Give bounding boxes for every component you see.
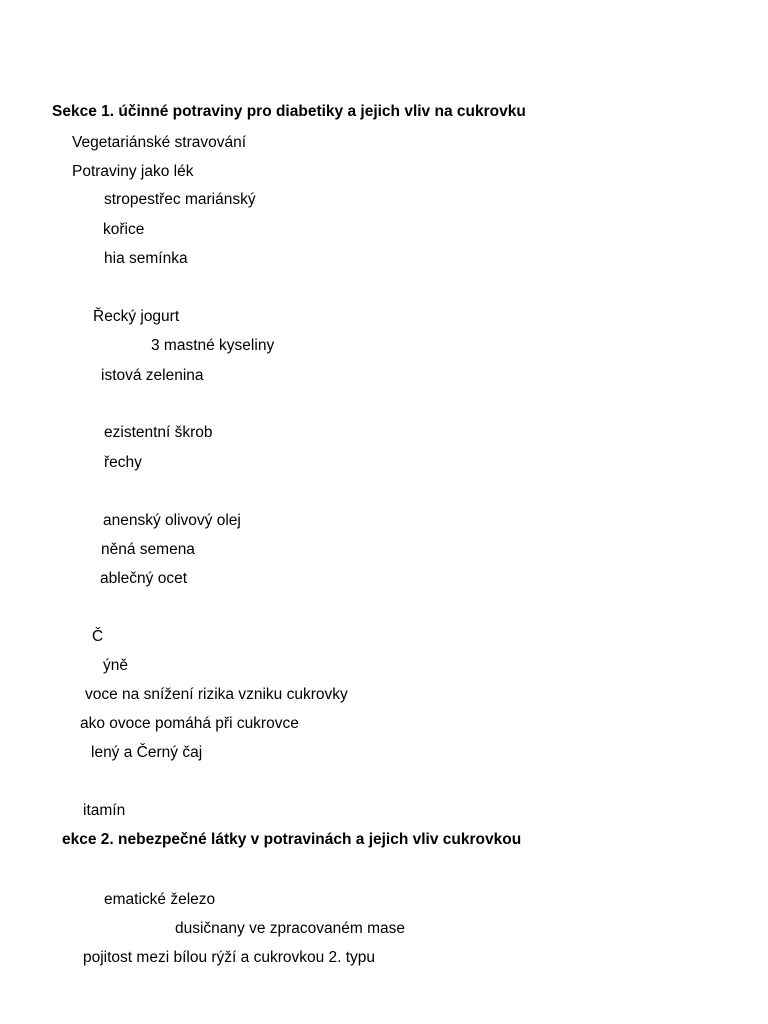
- list-item: hia semínka: [104, 250, 188, 267]
- section-1-heading: Sekce 1. účinné potraviny pro diabetiky a jejich vliv na cukrovku: [52, 103, 526, 120]
- list-item: anenský olivový olej: [103, 512, 241, 529]
- list-item: Potraviny jako lék: [72, 163, 194, 180]
- list-item: 3 mastné kyseliny: [151, 337, 275, 354]
- list-item: Řecký jogurt: [93, 308, 180, 325]
- list-item: voce na snížení rizika vzniku cukrovky: [85, 686, 348, 703]
- list-item: řechy: [104, 454, 142, 471]
- list-item: ýně: [103, 657, 128, 674]
- list-item: ezistentní škrob: [104, 424, 213, 441]
- list-item: istová zelenina: [101, 367, 204, 384]
- list-item: stropestřec mariánský: [104, 191, 256, 208]
- list-item: něná semena: [101, 541, 195, 558]
- list-item: ematické železo: [104, 891, 216, 908]
- list-item: Č: [92, 628, 104, 645]
- list-item: ablečný ocet: [100, 570, 188, 587]
- list-item: itamín: [83, 802, 126, 819]
- list-item: pojitost mezi bílou rýží a cukrovkou 2. typu: [83, 949, 376, 966]
- list-item: Vegetariánské stravování: [72, 134, 247, 151]
- list-item: kořice: [103, 221, 145, 238]
- list-item: lený a Černý čaj: [91, 744, 203, 761]
- section-2-heading: ekce 2. nebezpečné látky v potravinách a jejich vliv cukrovkou: [62, 831, 522, 848]
- list-item: ako ovoce pomáhá při cukrovce: [80, 715, 299, 732]
- list-item: dusičnany ve zpracovaném mase: [175, 920, 406, 937]
